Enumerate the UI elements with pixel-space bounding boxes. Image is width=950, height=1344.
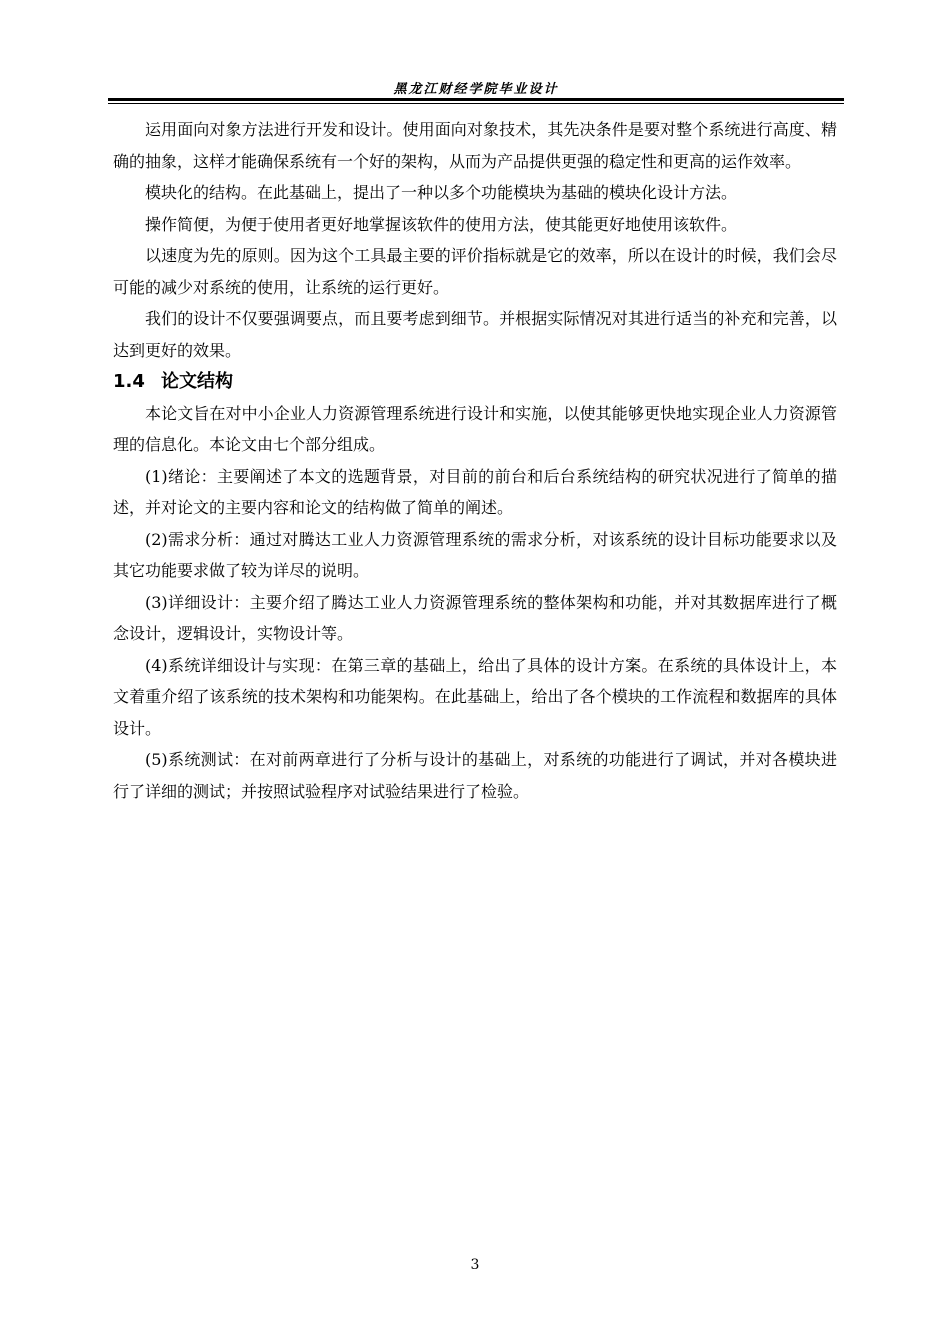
header-rule-thick <box>108 98 844 101</box>
paragraph-oop-method: 运用面向对象方法进行开发和设计。使用面向对象技术，其先决条件是要对整个系统进行高度、精确的抽象，这样才能确保系统有一个好的架构，从而为产品提供更强的稳定性和更高的运作效率。 <box>113 120 837 171</box>
paragraph-part-testing: (5)系统测试：在对前两章进行了分析与设计的基础上，对系统的功能进行了调试，并对各模块进行了详细的测试；并按照试验程序对试验结果进行了检验。 <box>113 750 837 801</box>
paragraph-thesis-intro: 本论文旨在对中小企业人力资源管理系统进行设计和实施，以使其能够更快地实现企业人力资源管理的信息化。本论文由七个部分组成。 <box>113 403 837 454</box>
paragraph-modular-structure: 模块化的结构。在此基础上，提出了一种以多个功能模块为基础的模块化设计方法。 <box>145 183 738 202</box>
paragraph-speed-first: 以速度为先的原则。因为这个工具最主要的评价指标就是它的效率，所以在设计的时候，我们会尽可能的减少对系统的使用，让系统的运行更好。 <box>113 246 837 297</box>
paragraph-part-introduction: (1)绪论：主要阐述了本文的选题背景，对目前的前台和后台系统结构的研究状况进行了简单的描述，并对论文的主要内容和论文的结构做了简单的阐述。 <box>113 466 837 517</box>
section-number: 1.4 <box>113 371 145 392</box>
page-header-title: 黑龙江财经学院毕业设计 <box>393 82 559 97</box>
section-title: 论文结构 <box>161 371 233 392</box>
paragraph-part-implementation: (4)系统详细设计与实现：在第三章的基础上，给出了具体的设计方案。在系统的具体设计上，本文着重介绍了该系统的技术架构和功能架构。在此基础上，给出了各个模块的工作流程和数据库的具体设计。 <box>113 655 837 738</box>
page-number: 3 <box>470 1257 480 1273</box>
paragraph-part-requirements: (2)需求分析：通过对腾达工业人力资源管理系统的需求分析，对该系统的设计目标功能要求以及其它功能要求做了较为详尽的说明。 <box>113 529 837 580</box>
section-heading <box>113 366 837 398</box>
header-rule-thin <box>108 103 844 104</box>
paragraph-easy-operation: 操作简便，为便于使用者更好地掌握该软件的使用方法，使其能更好地使用该软件。 <box>145 214 738 234</box>
document-body <box>113 114 837 807</box>
paragraph-details: 我们的设计不仅要强调要点，而且要考虑到细节。并根据实际情况对其进行适当的补充和完善，以达到更好的效果。 <box>113 309 837 360</box>
paragraph-part-detailed-design: (3)详细设计：主要介绍了腾达工业人力资源管理系统的整体架构和功能，并对其数据库进行了概念设计，逻辑设计，实物设计等。 <box>113 592 837 643</box>
